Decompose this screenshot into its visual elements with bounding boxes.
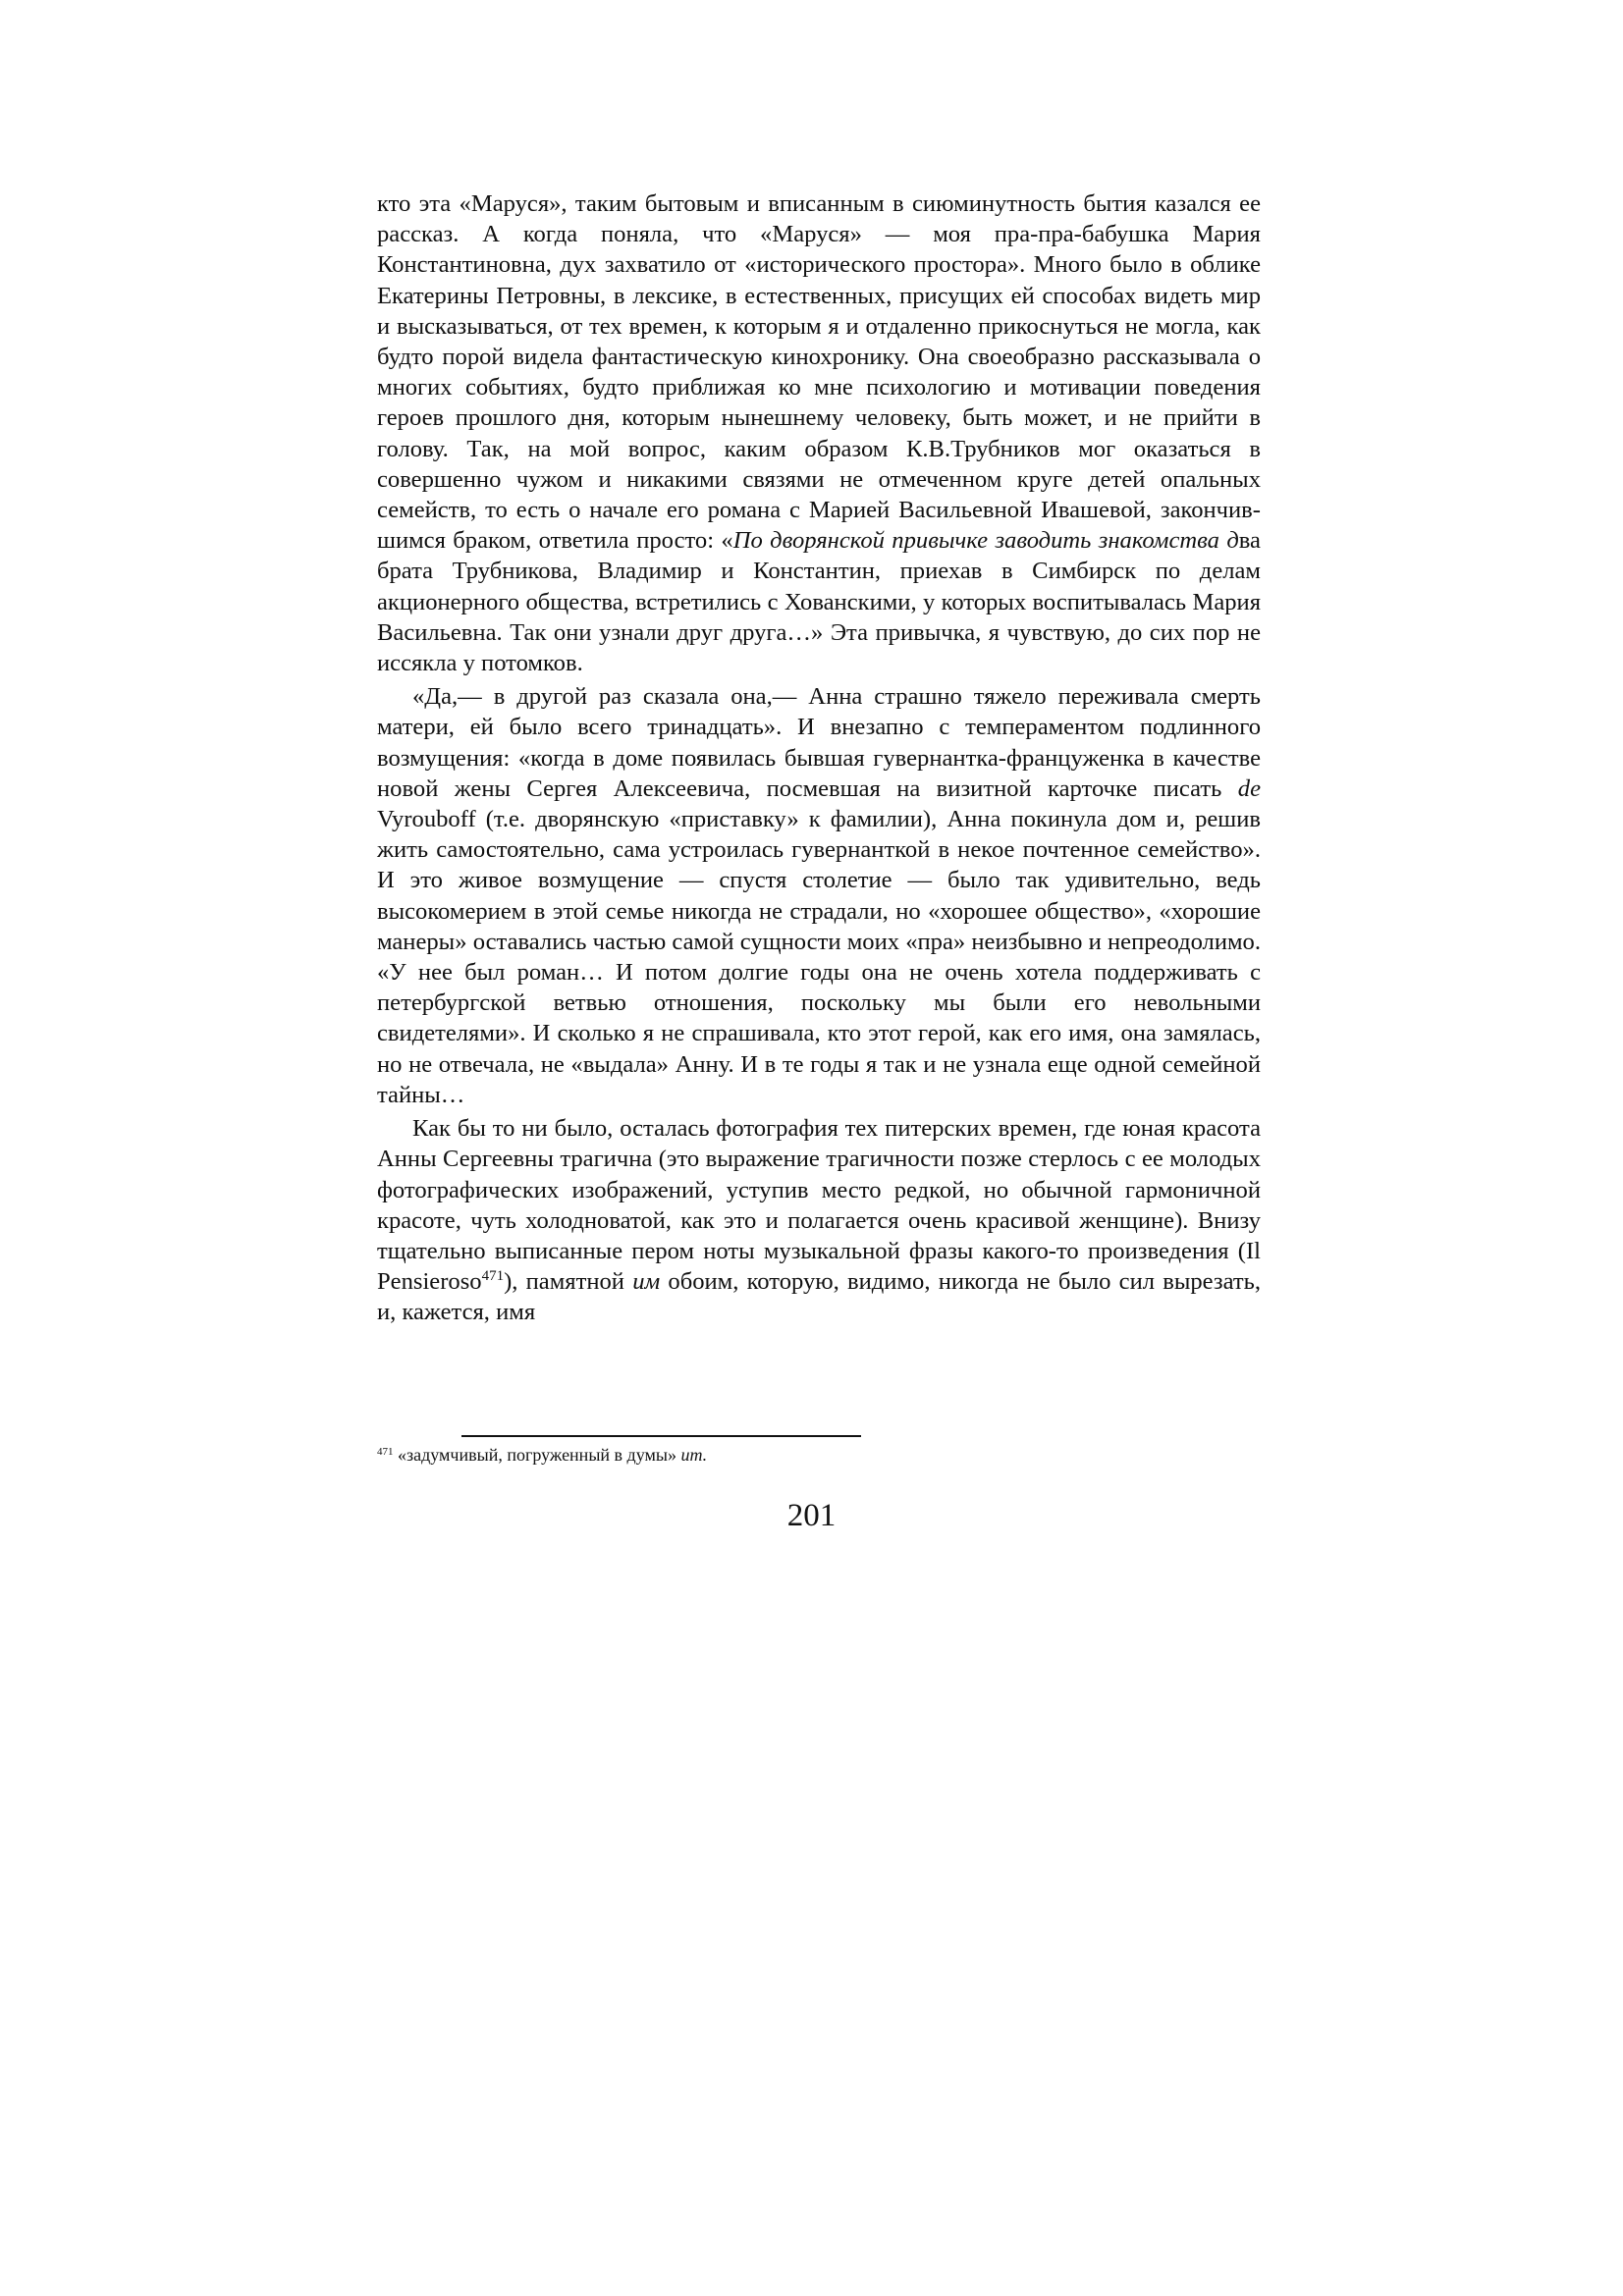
footnote-separator — [461, 1435, 861, 1437]
page-number: 201 — [786, 1498, 837, 1533]
footnote-number: 471 — [377, 1446, 394, 1458]
main-text — [377, 188, 1261, 1328]
paragraph-3 — [377, 1113, 1261, 1327]
footnote-text: «задумчивый, погруженный в думы» — [393, 1445, 681, 1465]
paragraph-2 — [377, 681, 1261, 1110]
text-run: ), памятной — [504, 1268, 633, 1296]
text-run: ва брата Трубникова, Владимир и Константин, приехав в Симбирск по делам акционерного общества, встретились с Хованскими, у которых воспитывалась Мария Васильевна. Так они узнали друг друга…» Эта привычка, я чувствую, до сих пор не иссякла у потомков. — [377, 527, 1261, 677]
footnote-reference: 471 — [481, 1268, 505, 1285]
italic-run: им — [632, 1268, 661, 1296]
text-run: кто эта «Маруся», таким бытовым и вписанным в сиюминутность бытия казался ее рассказ. А когда поняла, что «Маруся» — моя пра-пра-бабушка Мария Константиновна, дух захватило от «исторического простора». Много было в облике Екатерины Петровны, в лексике, в естественных, присущих ей способах видеть мир и высказываться, от тех времен, к которым я и отдаленно прикоснуться не могла, как будто порой видела фантастическую кинохронику. Она своеобразно рассказывала о многих событиях, будто приближая ко мне психологию и мотивации поведения героев прошлого дня, которым нынешнему человеку, быть может, и не прийти в голову. Так, на мой вопрос, каким образом К.В.Трубников мог оказаться в совершенно чужом и никакими связями не отмеченном круге детей опальных семейств, то есть о начале его романа с Марией Васильевной Ивашевой, закончившимся браком, ответила просто: « — [377, 190, 1261, 555]
paragraph-1 — [377, 188, 1261, 678]
italic-run: de — [1237, 774, 1261, 802]
italic-run: По дворянской привычке заводить знакомства д — [732, 527, 1239, 555]
footnote — [377, 1443, 1261, 1467]
footnote-source: ит. — [680, 1445, 708, 1465]
text-run: Как бы то ни было, осталась фотография тех питерских времен, где юная красота Анны Сергеевны трагична (это выражение трагичности позже стерлось с ее молодых фотографических изображений, уступив место редкой, но обычной гармоничной красоте, чуть холодноватой, как это и полагается очень красивой женщине). Внизу тщательно выписанные пером ноты музыкальной фразы какого-то произведения (Il Pensieroso — [377, 1115, 1261, 1296]
text-run: «Да,— в другой раз сказала она,— Анна страшно тяжело переживала смерть матери, ей было всего тринадцать». И внезапно с темпераментом подлинного возмущения: «когда в доме появилась бывшая гувернантка-француженка в качестве новой жены Сергея Алексеевича, посмевшая на визитной карточке писать — [377, 683, 1261, 802]
text-run: Vyrouboff (т.е. дворянскую «приставку» к фамилии), Анна покинула дом и, решив жить самостоятельно, сама устроилась гувернанткой в некое почтенное семейство». И это живое возмущение — спустя столетие — было так удивительно, ведь высокомерием в этой семье никогда не страдали, но «хорошее общество», «хорошие манеры» оставались частью самой сущности моих «пра» неизбывно и непреодолимо. «У нее был роман… И потом долгие годы она не очень хотела поддерживать с петербургской ветвью отношения, поскольку мы были его невольными свидетелями». И сколько я не спрашивала, кто этот герой, как его имя, она замялась, но не отвечала, не «выдала» Анну. И в те годы я так и не узнала еще одной семейной тайны… — [377, 806, 1261, 1108]
text-run: обоим, которую, видимо, никогда не было сил вырезать, и, кажется, имя — [377, 1268, 1261, 1326]
